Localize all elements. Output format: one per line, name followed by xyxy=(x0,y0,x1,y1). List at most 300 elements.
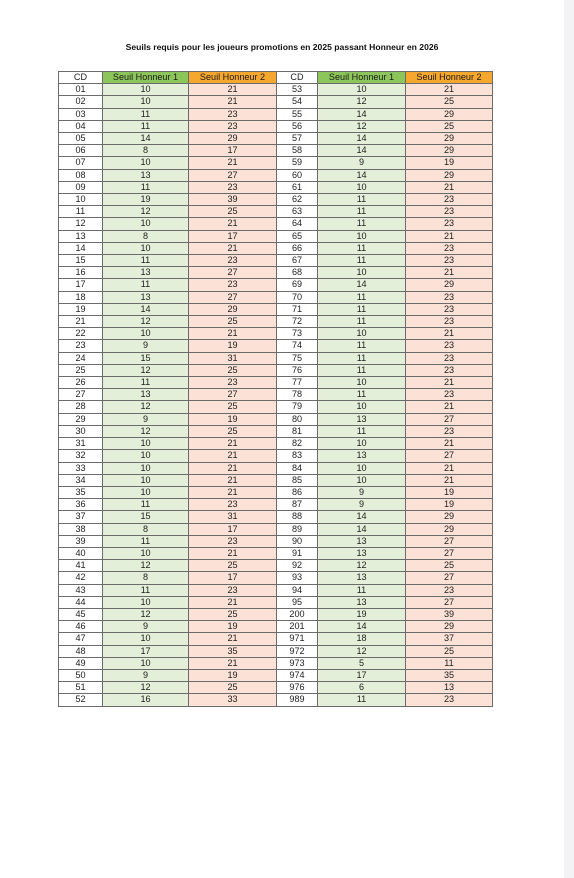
cell-seuil-honneur-2: 19 xyxy=(189,669,277,681)
cell-cd: 09 xyxy=(59,181,103,193)
cell-seuil-honneur-2: 25 xyxy=(189,608,277,620)
cell-seuil-honneur-2-right: 27 xyxy=(406,413,493,425)
cell-seuil-honneur-1: 9 xyxy=(103,621,189,633)
cell-seuil-honneur-1-right: 14 xyxy=(318,523,406,535)
cell-cd-right: 972 xyxy=(277,645,318,657)
table-row xyxy=(59,621,493,633)
cell-seuil-honneur-2-right: 21 xyxy=(406,377,493,389)
cell-seuil-honneur-2-right: 21 xyxy=(406,230,493,242)
cell-cd-right: 94 xyxy=(277,584,318,596)
cell-seuil-honneur-1-right: 14 xyxy=(318,145,406,157)
cell-seuil-honneur-2-right: 13 xyxy=(406,682,493,694)
cell-cd-right: 56 xyxy=(277,120,318,132)
cell-seuil-honneur-1: 11 xyxy=(103,377,189,389)
cell-seuil-honneur-1-right: 19 xyxy=(318,608,406,620)
cell-seuil-honneur-2: 21 xyxy=(189,474,277,486)
cell-cd: 22 xyxy=(59,328,103,340)
cell-seuil-honneur-1-right: 5 xyxy=(318,657,406,669)
cell-seuil-honneur-1-right: 10 xyxy=(318,462,406,474)
table-row xyxy=(59,413,493,425)
cell-seuil-honneur-1-right: 9 xyxy=(318,486,406,498)
cell-cd: 48 xyxy=(59,645,103,657)
cell-seuil-honneur-2: 21 xyxy=(189,657,277,669)
cell-seuil-honneur-1: 10 xyxy=(103,462,189,474)
table-row xyxy=(59,596,493,608)
cell-cd-right: 64 xyxy=(277,218,318,230)
cell-seuil-honneur-1: 13 xyxy=(103,267,189,279)
cell-seuil-honneur-2-right: 39 xyxy=(406,608,493,620)
table-row xyxy=(59,84,493,96)
cell-seuil-honneur-1: 8 xyxy=(103,145,189,157)
cell-cd: 17 xyxy=(59,279,103,291)
cell-seuil-honneur-1: 10 xyxy=(103,218,189,230)
table-row xyxy=(59,608,493,620)
cell-cd-right: 66 xyxy=(277,242,318,254)
cell-seuil-honneur-1-right: 13 xyxy=(318,413,406,425)
table-row xyxy=(59,462,493,474)
cell-cd-right: 75 xyxy=(277,352,318,364)
cell-seuil-honneur-1-right: 11 xyxy=(318,694,406,706)
cell-seuil-honneur-2-right: 23 xyxy=(406,291,493,303)
cell-seuil-honneur-2: 29 xyxy=(189,133,277,145)
cell-cd: 25 xyxy=(59,364,103,376)
cell-cd-right: 76 xyxy=(277,364,318,376)
cell-seuil-honneur-1-right: 17 xyxy=(318,669,406,681)
cell-seuil-honneur-2-right: 27 xyxy=(406,596,493,608)
table-row xyxy=(59,206,493,218)
cell-seuil-honneur-2: 23 xyxy=(189,535,277,547)
cell-seuil-honneur-1: 12 xyxy=(103,608,189,620)
cell-seuil-honneur-1: 10 xyxy=(103,96,189,108)
cell-cd: 46 xyxy=(59,621,103,633)
cell-seuil-honneur-2-right: 35 xyxy=(406,669,493,681)
cell-seuil-honneur-1-right: 11 xyxy=(318,303,406,315)
cell-seuil-honneur-1-right: 14 xyxy=(318,511,406,523)
cell-seuil-honneur-1: 14 xyxy=(103,303,189,315)
table-row xyxy=(59,669,493,681)
cell-seuil-honneur-2-right: 23 xyxy=(406,218,493,230)
cell-seuil-honneur-2: 31 xyxy=(189,352,277,364)
cell-seuil-honneur-2-right: 25 xyxy=(406,560,493,572)
cell-cd-right: 974 xyxy=(277,669,318,681)
cell-cd-right: 70 xyxy=(277,291,318,303)
header-seuil-honneur-2-right: Seuil Honneur 2 xyxy=(406,72,493,84)
cell-seuil-honneur-1: 12 xyxy=(103,682,189,694)
cell-seuil-honneur-2-right: 29 xyxy=(406,108,493,120)
cell-cd: 18 xyxy=(59,291,103,303)
cell-seuil-honneur-1-right: 14 xyxy=(318,169,406,181)
cell-cd: 14 xyxy=(59,242,103,254)
table-row xyxy=(59,694,493,706)
table-row xyxy=(59,291,493,303)
cell-seuil-honneur-2: 25 xyxy=(189,425,277,437)
cell-seuil-honneur-2-right: 23 xyxy=(406,352,493,364)
cell-seuil-honneur-2-right: 21 xyxy=(406,181,493,193)
table-row xyxy=(59,169,493,181)
cell-cd-right: 92 xyxy=(277,560,318,572)
cell-seuil-honneur-1: 10 xyxy=(103,157,189,169)
header-cd-right: CD xyxy=(277,72,318,84)
cell-seuil-honneur-2-right: 19 xyxy=(406,157,493,169)
cell-seuil-honneur-1: 10 xyxy=(103,438,189,450)
cell-seuil-honneur-1-right: 11 xyxy=(318,425,406,437)
table-row xyxy=(59,181,493,193)
cell-cd-right: 58 xyxy=(277,145,318,157)
cell-seuil-honneur-1: 15 xyxy=(103,352,189,364)
table-row xyxy=(59,96,493,108)
cell-seuil-honneur-2: 21 xyxy=(189,218,277,230)
cell-cd: 52 xyxy=(59,694,103,706)
cell-cd: 36 xyxy=(59,499,103,511)
cell-seuil-honneur-2-right: 23 xyxy=(406,206,493,218)
cell-seuil-honneur-1-right: 12 xyxy=(318,96,406,108)
cell-cd-right: 95 xyxy=(277,596,318,608)
table-row xyxy=(59,438,493,450)
cell-seuil-honneur-1-right: 11 xyxy=(318,340,406,352)
cell-seuil-honneur-1: 10 xyxy=(103,657,189,669)
table-row xyxy=(59,401,493,413)
cell-cd-right: 971 xyxy=(277,633,318,645)
cell-cd-right: 80 xyxy=(277,413,318,425)
table-row xyxy=(59,645,493,657)
cell-seuil-honneur-1: 12 xyxy=(103,560,189,572)
table-body xyxy=(59,84,493,706)
cell-seuil-honneur-1-right: 10 xyxy=(318,438,406,450)
table-row xyxy=(59,511,493,523)
cell-seuil-honneur-1-right: 11 xyxy=(318,291,406,303)
cell-cd: 45 xyxy=(59,608,103,620)
table-row xyxy=(59,547,493,559)
cell-seuil-honneur-2: 19 xyxy=(189,621,277,633)
cell-seuil-honneur-1: 10 xyxy=(103,84,189,96)
table-row xyxy=(59,364,493,376)
table-row xyxy=(59,523,493,535)
cell-cd: 47 xyxy=(59,633,103,645)
cell-cd: 02 xyxy=(59,96,103,108)
cell-cd: 39 xyxy=(59,535,103,547)
cell-seuil-honneur-2-right: 11 xyxy=(406,657,493,669)
cell-cd-right: 82 xyxy=(277,438,318,450)
cell-cd: 04 xyxy=(59,120,103,132)
cell-seuil-honneur-2: 29 xyxy=(189,303,277,315)
cell-seuil-honneur-1: 10 xyxy=(103,328,189,340)
cell-seuil-honneur-1-right: 11 xyxy=(318,389,406,401)
cell-cd-right: 77 xyxy=(277,377,318,389)
cell-cd: 08 xyxy=(59,169,103,181)
cell-seuil-honneur-2: 21 xyxy=(189,633,277,645)
cell-cd: 16 xyxy=(59,267,103,279)
cell-cd: 43 xyxy=(59,584,103,596)
table-row xyxy=(59,316,493,328)
cell-seuil-honneur-2-right: 29 xyxy=(406,279,493,291)
cell-seuil-honneur-2-right: 37 xyxy=(406,633,493,645)
cell-seuil-honneur-2: 25 xyxy=(189,560,277,572)
cell-seuil-honneur-1-right: 10 xyxy=(318,181,406,193)
cell-cd: 06 xyxy=(59,145,103,157)
cell-seuil-honneur-1-right: 6 xyxy=(318,682,406,694)
cell-seuil-honneur-2-right: 27 xyxy=(406,535,493,547)
table-row xyxy=(59,303,493,315)
cell-cd-right: 78 xyxy=(277,389,318,401)
table-row xyxy=(59,535,493,547)
cell-cd-right: 81 xyxy=(277,425,318,437)
cell-seuil-honneur-1-right: 10 xyxy=(318,401,406,413)
cell-seuil-honneur-1-right: 14 xyxy=(318,279,406,291)
cell-cd: 15 xyxy=(59,255,103,267)
cell-seuil-honneur-2: 33 xyxy=(189,694,277,706)
table-row xyxy=(59,267,493,279)
cell-seuil-honneur-1-right: 10 xyxy=(318,328,406,340)
cell-seuil-honneur-2: 21 xyxy=(189,486,277,498)
cell-cd: 37 xyxy=(59,511,103,523)
cell-cd: 30 xyxy=(59,425,103,437)
cell-seuil-honneur-2: 23 xyxy=(189,279,277,291)
cell-seuil-honneur-1: 10 xyxy=(103,450,189,462)
cell-seuil-honneur-2: 17 xyxy=(189,145,277,157)
cell-cd: 35 xyxy=(59,486,103,498)
cell-seuil-honneur-1-right: 10 xyxy=(318,474,406,486)
cell-seuil-honneur-2-right: 23 xyxy=(406,364,493,376)
cell-cd-right: 67 xyxy=(277,255,318,267)
cell-cd-right: 72 xyxy=(277,316,318,328)
cell-seuil-honneur-1-right: 14 xyxy=(318,108,406,120)
cell-cd-right: 57 xyxy=(277,133,318,145)
cell-cd-right: 88 xyxy=(277,511,318,523)
cell-seuil-honneur-2-right: 23 xyxy=(406,316,493,328)
cell-seuil-honneur-1: 10 xyxy=(103,596,189,608)
cell-seuil-honneur-2: 21 xyxy=(189,328,277,340)
cell-cd-right: 54 xyxy=(277,96,318,108)
cell-cd: 26 xyxy=(59,377,103,389)
cell-cd-right: 976 xyxy=(277,682,318,694)
cell-cd: 10 xyxy=(59,194,103,206)
cell-seuil-honneur-2: 21 xyxy=(189,547,277,559)
table-row xyxy=(59,450,493,462)
cell-cd: 23 xyxy=(59,340,103,352)
cell-cd: 19 xyxy=(59,303,103,315)
cell-seuil-honneur-2-right: 29 xyxy=(406,621,493,633)
cell-seuil-honneur-1-right: 12 xyxy=(318,120,406,132)
table-row xyxy=(59,572,493,584)
cell-seuil-honneur-2: 19 xyxy=(189,413,277,425)
cell-seuil-honneur-1: 10 xyxy=(103,547,189,559)
cell-seuil-honneur-2-right: 25 xyxy=(406,120,493,132)
cell-seuil-honneur-2-right: 21 xyxy=(406,267,493,279)
cell-seuil-honneur-2: 21 xyxy=(189,462,277,474)
table-row xyxy=(59,108,493,120)
cell-seuil-honneur-1: 11 xyxy=(103,499,189,511)
cell-cd-right: 68 xyxy=(277,267,318,279)
cell-seuil-honneur-1: 12 xyxy=(103,364,189,376)
cell-seuil-honneur-1-right: 13 xyxy=(318,547,406,559)
cell-cd-right: 69 xyxy=(277,279,318,291)
cell-cd-right: 55 xyxy=(277,108,318,120)
cell-seuil-honneur-2-right: 29 xyxy=(406,169,493,181)
cell-seuil-honneur-1: 8 xyxy=(103,572,189,584)
cell-seuil-honneur-2: 23 xyxy=(189,181,277,193)
cell-seuil-honneur-1-right: 11 xyxy=(318,218,406,230)
cell-cd: 21 xyxy=(59,316,103,328)
cell-seuil-honneur-2: 21 xyxy=(189,84,277,96)
cell-seuil-honneur-2-right: 25 xyxy=(406,645,493,657)
cell-cd-right: 87 xyxy=(277,499,318,511)
cell-seuil-honneur-1: 12 xyxy=(103,425,189,437)
cell-cd: 50 xyxy=(59,669,103,681)
cell-cd-right: 989 xyxy=(277,694,318,706)
cell-cd: 11 xyxy=(59,206,103,218)
cell-cd: 13 xyxy=(59,230,103,242)
cell-seuil-honneur-2-right: 23 xyxy=(406,425,493,437)
table-row xyxy=(59,230,493,242)
cell-seuil-honneur-1-right: 12 xyxy=(318,645,406,657)
cell-cd-right: 60 xyxy=(277,169,318,181)
cell-seuil-honneur-2-right: 29 xyxy=(406,133,493,145)
cell-seuil-honneur-2: 27 xyxy=(189,291,277,303)
table-row xyxy=(59,389,493,401)
header-seuil-honneur-1-right: Seuil Honneur 1 xyxy=(318,72,406,84)
cell-seuil-honneur-1-right: 13 xyxy=(318,596,406,608)
cell-seuil-honneur-1: 9 xyxy=(103,413,189,425)
cell-seuil-honneur-2-right: 25 xyxy=(406,96,493,108)
cell-seuil-honneur-1: 11 xyxy=(103,535,189,547)
cell-cd-right: 201 xyxy=(277,621,318,633)
cell-seuil-honneur-2: 27 xyxy=(189,267,277,279)
cell-seuil-honneur-2: 23 xyxy=(189,108,277,120)
cell-seuil-honneur-1: 9 xyxy=(103,340,189,352)
cell-seuil-honneur-1-right: 10 xyxy=(318,84,406,96)
table-row xyxy=(59,218,493,230)
cell-seuil-honneur-1: 8 xyxy=(103,523,189,535)
cell-cd: 03 xyxy=(59,108,103,120)
cell-cd-right: 93 xyxy=(277,572,318,584)
cell-seuil-honneur-2-right: 21 xyxy=(406,438,493,450)
cell-seuil-honneur-1-right: 14 xyxy=(318,133,406,145)
cell-cd-right: 61 xyxy=(277,181,318,193)
cell-seuil-honneur-1: 12 xyxy=(103,206,189,218)
cell-cd: 05 xyxy=(59,133,103,145)
cell-cd: 29 xyxy=(59,413,103,425)
table-row xyxy=(59,242,493,254)
table-row xyxy=(59,133,493,145)
cell-cd: 24 xyxy=(59,352,103,364)
cell-cd-right: 62 xyxy=(277,194,318,206)
cell-seuil-honneur-2: 25 xyxy=(189,364,277,376)
cell-seuil-honneur-1: 19 xyxy=(103,194,189,206)
table-row xyxy=(59,486,493,498)
table-row xyxy=(59,145,493,157)
cell-seuil-honneur-1: 15 xyxy=(103,511,189,523)
cell-seuil-honneur-2: 21 xyxy=(189,596,277,608)
cell-cd-right: 973 xyxy=(277,657,318,669)
cell-cd-right: 63 xyxy=(277,206,318,218)
thresholds-table xyxy=(58,71,493,707)
cell-seuil-honneur-2: 25 xyxy=(189,682,277,694)
cell-cd: 33 xyxy=(59,462,103,474)
cell-seuil-honneur-2-right: 27 xyxy=(406,547,493,559)
cell-seuil-honneur-1: 10 xyxy=(103,486,189,498)
cell-seuil-honneur-1-right: 11 xyxy=(318,242,406,254)
cell-seuil-honneur-2: 17 xyxy=(189,523,277,535)
cell-seuil-honneur-1: 10 xyxy=(103,633,189,645)
cell-seuil-honneur-2: 17 xyxy=(189,572,277,584)
cell-seuil-honneur-2-right: 21 xyxy=(406,462,493,474)
cell-seuil-honneur-2-right: 29 xyxy=(406,145,493,157)
cell-seuil-honneur-2-right: 23 xyxy=(406,694,493,706)
table-row xyxy=(59,682,493,694)
cell-seuil-honneur-1: 12 xyxy=(103,401,189,413)
cell-seuil-honneur-2-right: 23 xyxy=(406,242,493,254)
cell-seuil-honneur-1: 11 xyxy=(103,584,189,596)
cell-cd: 12 xyxy=(59,218,103,230)
cell-seuil-honneur-2: 21 xyxy=(189,96,277,108)
cell-seuil-honneur-1-right: 14 xyxy=(318,621,406,633)
cell-cd-right: 53 xyxy=(277,84,318,96)
table-row xyxy=(59,120,493,132)
cell-seuil-honneur-1-right: 11 xyxy=(318,584,406,596)
cell-seuil-honneur-2: 27 xyxy=(189,169,277,181)
cell-seuil-honneur-2: 19 xyxy=(189,340,277,352)
cell-seuil-honneur-2-right: 21 xyxy=(406,474,493,486)
cell-cd-right: 90 xyxy=(277,535,318,547)
table-row xyxy=(59,279,493,291)
cell-seuil-honneur-2-right: 29 xyxy=(406,511,493,523)
cell-seuil-honneur-2: 25 xyxy=(189,401,277,413)
cell-cd-right: 85 xyxy=(277,474,318,486)
cell-seuil-honneur-2-right: 23 xyxy=(406,340,493,352)
cell-seuil-honneur-2: 21 xyxy=(189,242,277,254)
cell-seuil-honneur-2-right: 19 xyxy=(406,499,493,511)
table-row xyxy=(59,633,493,645)
cell-seuil-honneur-1: 12 xyxy=(103,316,189,328)
cell-seuil-honneur-2-right: 21 xyxy=(406,328,493,340)
cell-seuil-honneur-2: 31 xyxy=(189,511,277,523)
cell-cd-right: 79 xyxy=(277,401,318,413)
cell-seuil-honneur-1: 8 xyxy=(103,230,189,242)
cell-seuil-honneur-2: 21 xyxy=(189,157,277,169)
table-row xyxy=(59,560,493,572)
cell-seuil-honneur-2: 35 xyxy=(189,645,277,657)
cell-seuil-honneur-2-right: 21 xyxy=(406,84,493,96)
table-row xyxy=(59,474,493,486)
cell-seuil-honneur-2: 17 xyxy=(189,230,277,242)
cell-cd: 38 xyxy=(59,523,103,535)
cell-seuil-honneur-1: 14 xyxy=(103,133,189,145)
cell-seuil-honneur-1: 11 xyxy=(103,120,189,132)
cell-seuil-honneur-1: 13 xyxy=(103,291,189,303)
cell-seuil-honneur-1: 17 xyxy=(103,645,189,657)
header-cd: CD xyxy=(59,72,103,84)
cell-cd: 28 xyxy=(59,401,103,413)
cell-cd: 32 xyxy=(59,450,103,462)
cell-seuil-honneur-2-right: 29 xyxy=(406,523,493,535)
cell-seuil-honneur-1-right: 11 xyxy=(318,255,406,267)
table-row xyxy=(59,340,493,352)
cell-seuil-honneur-2-right: 23 xyxy=(406,194,493,206)
header-seuil-honneur-1: Seuil Honneur 1 xyxy=(103,72,189,84)
cell-seuil-honneur-1-right: 11 xyxy=(318,352,406,364)
table-row xyxy=(59,657,493,669)
cell-seuil-honneur-1-right: 13 xyxy=(318,572,406,584)
cell-seuil-honneur-1-right: 11 xyxy=(318,206,406,218)
cell-seuil-honneur-2-right: 19 xyxy=(406,486,493,498)
cell-cd: 31 xyxy=(59,438,103,450)
cell-seuil-honneur-2: 25 xyxy=(189,206,277,218)
cell-seuil-honneur-2: 27 xyxy=(189,389,277,401)
cell-seuil-honneur-1: 11 xyxy=(103,181,189,193)
cell-seuil-honneur-1-right: 13 xyxy=(318,450,406,462)
cell-seuil-honneur-1: 13 xyxy=(103,169,189,181)
table-row xyxy=(59,499,493,511)
